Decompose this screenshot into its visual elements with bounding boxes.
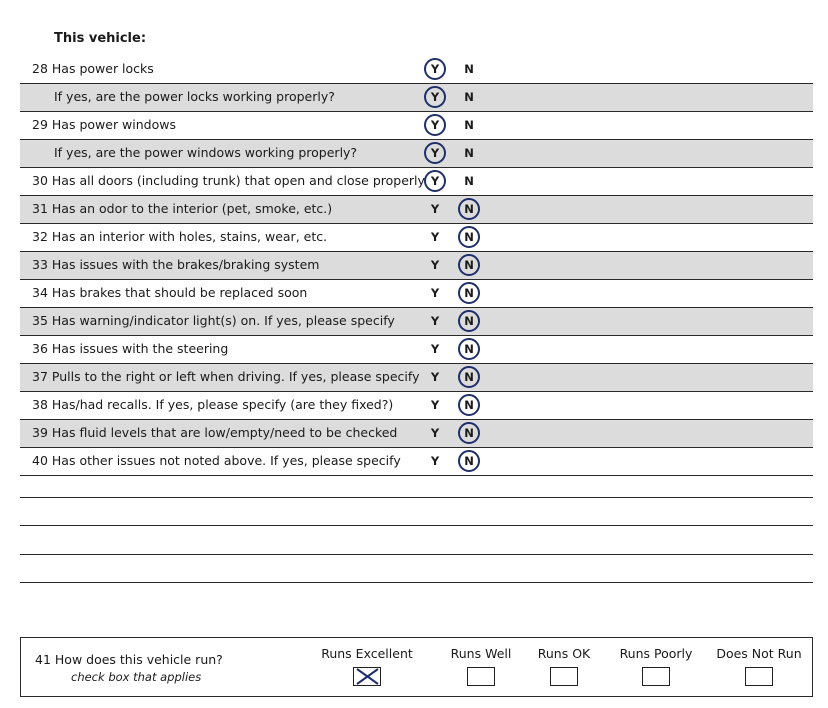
- question-number: 34: [32, 285, 48, 300]
- no-option[interactable]: N: [464, 62, 474, 76]
- question-text: Has warning/indicator light(s) on. If yes, please specify: [51, 313, 395, 328]
- question-number: 40: [32, 453, 48, 468]
- checkbox-does-not-run[interactable]: [745, 667, 773, 686]
- question-text: Has/had recalls. If yes, please specify (are they fixed?): [51, 397, 394, 412]
- yes-option[interactable]: Y: [430, 398, 440, 412]
- question-row-28-followup: [20, 84, 813, 112]
- question-row-31: [20, 196, 813, 224]
- specify-line[interactable]: [20, 554, 813, 555]
- option-does-not-run: [711, 646, 807, 686]
- question-row-33: [20, 252, 813, 280]
- question-number: 37: [32, 369, 48, 384]
- question-row-32: [20, 224, 813, 252]
- no-option[interactable]: N: [464, 118, 474, 132]
- question-text: Has all doors (including trunk) that open and close properly: [51, 173, 425, 188]
- option-label: Runs Well: [450, 646, 512, 661]
- checkbox-runs-well[interactable]: [467, 667, 495, 686]
- checkbox-runs-poorly[interactable]: [642, 667, 670, 686]
- question-row-36: [20, 336, 813, 364]
- question-number: 29: [32, 117, 48, 132]
- yes-option[interactable]: Y: [430, 454, 440, 468]
- specify-line[interactable]: [20, 525, 813, 526]
- option-label: Runs OK: [537, 646, 591, 661]
- no-option[interactable]: N: [464, 146, 474, 160]
- question-number: 31: [32, 201, 48, 216]
- yes-option[interactable]: Y: [430, 370, 440, 384]
- no-option[interactable]: N: [458, 366, 480, 388]
- question-number: 39: [32, 425, 48, 440]
- question-row-28: [20, 56, 813, 84]
- check-x-icon: [353, 667, 381, 686]
- option-label: Runs Excellent: [321, 646, 413, 661]
- question-row-35: [20, 308, 813, 336]
- yes-option[interactable]: Y: [430, 202, 440, 216]
- question-number: 36: [32, 341, 48, 356]
- question-row-38: [20, 392, 813, 420]
- no-option[interactable]: N: [458, 394, 480, 416]
- no-option[interactable]: N: [458, 338, 480, 360]
- question-list: [20, 56, 813, 476]
- question-number: 41: [35, 652, 51, 667]
- question-row-29-followup: [20, 140, 813, 168]
- question-number: 38: [32, 397, 48, 412]
- yes-option[interactable]: Y: [424, 142, 446, 164]
- option-runs-excellent: [321, 646, 413, 686]
- no-option[interactable]: N: [458, 310, 480, 332]
- question-text: Has power locks: [51, 61, 154, 76]
- instruction-text: check box that applies: [71, 670, 202, 684]
- question-row-39: [20, 420, 813, 448]
- no-option[interactable]: N: [458, 450, 480, 472]
- yes-option[interactable]: Y: [424, 58, 446, 80]
- question-text: How does this vehicle run?: [54, 652, 223, 667]
- yes-option[interactable]: Y: [430, 230, 440, 244]
- question-text: Has an interior with holes, stains, wear, etc.: [51, 229, 328, 244]
- question-number: 32: [32, 229, 48, 244]
- no-option[interactable]: N: [458, 198, 480, 220]
- yes-option[interactable]: Y: [430, 314, 440, 328]
- no-option[interactable]: N: [464, 174, 474, 188]
- option-runs-poorly: [611, 646, 701, 686]
- question-row-34: [20, 280, 813, 308]
- question-text: Has an odor to the interior (pet, smoke, etc.): [51, 201, 333, 216]
- yes-option[interactable]: Y: [430, 426, 440, 440]
- question-number: 30: [32, 173, 48, 188]
- no-option[interactable]: N: [458, 282, 480, 304]
- question-number: 33: [32, 257, 48, 272]
- checkbox-runs-ok[interactable]: [550, 667, 578, 686]
- question-text: Has fluid levels that are low/empty/need to be checked: [51, 425, 398, 440]
- yes-option[interactable]: Y: [424, 86, 446, 108]
- no-option[interactable]: N: [458, 226, 480, 248]
- option-runs-ok: [529, 646, 599, 686]
- no-option[interactable]: N: [464, 90, 474, 104]
- question-text: Has other issues not noted above. If yes, please specify: [51, 453, 401, 468]
- question-number: 28: [32, 61, 48, 76]
- question-row-30: [20, 168, 813, 196]
- yes-option[interactable]: Y: [430, 286, 440, 300]
- specify-line[interactable]: [20, 582, 813, 583]
- question-text: Has issues with the steering: [51, 341, 229, 356]
- no-option[interactable]: N: [458, 254, 480, 276]
- question-row-40: [20, 448, 813, 476]
- question-text: Pulls to the right or left when driving. If yes, please specify: [51, 369, 420, 384]
- question-row-29: [20, 112, 813, 140]
- yes-option[interactable]: Y: [424, 170, 446, 192]
- question-text: If yes, are the power windows working properly?: [54, 145, 358, 160]
- checkbox-runs-excellent[interactable]: [353, 667, 381, 686]
- option-label: Runs Poorly: [619, 646, 693, 661]
- specify-line[interactable]: [20, 497, 813, 498]
- yes-option[interactable]: Y: [430, 342, 440, 356]
- question-text: Has power windows: [51, 117, 176, 132]
- option-runs-well: [441, 646, 521, 686]
- question-text: Has issues with the brakes/braking system: [51, 257, 320, 272]
- question-number: 35: [32, 313, 48, 328]
- question-text: If yes, are the power locks working properly?: [54, 89, 335, 104]
- question-text: Has brakes that should be replaced soon: [51, 285, 308, 300]
- yes-option[interactable]: Y: [430, 258, 440, 272]
- section-heading: This vehicle:: [54, 31, 147, 46]
- question-41-box: [20, 637, 813, 697]
- question-row-37: [20, 364, 813, 392]
- no-option[interactable]: N: [458, 422, 480, 444]
- yes-option[interactable]: Y: [424, 114, 446, 136]
- option-label: Does Not Run: [716, 646, 802, 661]
